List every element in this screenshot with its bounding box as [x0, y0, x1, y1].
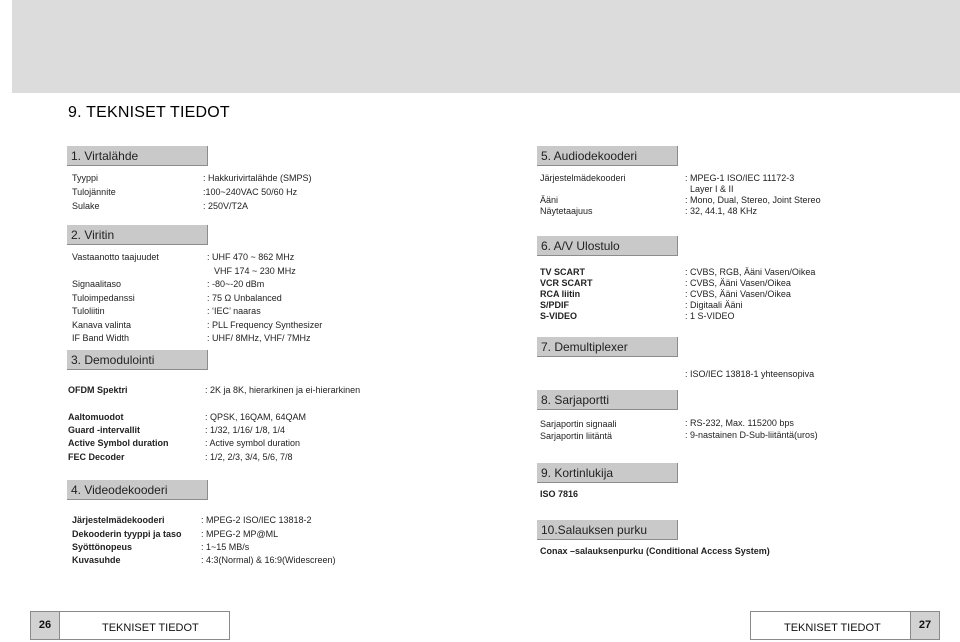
spec-value: : PLL Frequency Synthesizer — [207, 320, 323, 330]
page-title: 9. TEKNISET TIEDOT — [68, 104, 230, 121]
spec-value: : 1/32, 1/16/ 1/8, 1/4 — [205, 425, 286, 435]
section-header-kortinlukija: 9. Kortinlukija — [537, 463, 678, 483]
spec-value: :100~240VAC 50/60 Hz — [203, 187, 298, 197]
spec-value: : UHF 470 ~ 862 MHz — [207, 252, 295, 262]
section-header-av-ulostulo: 6. A/V Ulostulo — [537, 236, 678, 256]
spec-value: : 1/2, 2/3, 3/4, 5/6, 7/8 — [205, 452, 293, 462]
spec-label: Signaalitaso — [72, 279, 122, 289]
spec-value: : 250V/T2A — [203, 201, 249, 211]
spec-value: : 1~15 MB/s — [201, 542, 250, 552]
spec-value: : RS-232, Max. 115200 bps — [685, 418, 794, 428]
spec-label: TV SCART — [540, 267, 585, 277]
spec-label: Tuloimpedanssi — [72, 293, 135, 303]
footer-left-title: TEKNISET TIEDOT — [102, 622, 199, 634]
spec-label: Tuloliitin — [72, 306, 105, 316]
spec-value: : ISO/IEC 13818-1 yhteensopiva — [685, 369, 815, 379]
spec-value: : Mono, Dual, Stereo, Joint Stereo — [685, 195, 821, 205]
spec-value: : 2K ja 8K, hierarkinen ja ei-hierarkinen — [205, 385, 361, 395]
spec-label: Guard -intervallit — [68, 425, 141, 435]
spec-value: : QPSK, 16QAM, 64QAM — [205, 412, 307, 422]
spec-value: : CVBS, Ääni Vasen/Oikea — [685, 289, 791, 299]
spec-label: IF Band Width — [72, 333, 130, 343]
spec-value: : UHF/ 8MHz, VHF/ 7MHz — [207, 333, 311, 343]
footer-right-title: TEKNISET TIEDOT — [784, 622, 881, 634]
spec-value: : MPEG-2 MP@ML — [201, 529, 279, 539]
spec-label: S-VIDEO — [540, 311, 578, 321]
page-number-right: 27 — [910, 611, 940, 640]
spec-value: Conax –salauksenpurku (Conditional Access System) — [540, 546, 770, 556]
spec-value: : 1 S-VIDEO — [685, 311, 735, 321]
spec-value: : ‘IEC’ naaras — [207, 306, 261, 316]
spec-label: S/PDIF — [540, 300, 570, 310]
spec-label: Syöttönopeus — [72, 542, 132, 552]
spec-label: Dekooderin tyyppi ja taso — [72, 529, 182, 539]
spec-label: OFDM Spektri — [68, 385, 128, 395]
section-header-demodulointi: 3. Demodulointi — [67, 350, 208, 370]
spec-label: Järjestelmädekooderi — [72, 515, 165, 525]
spec-label: Sarjaportin signaali — [540, 419, 617, 429]
spec-value: : Digitaali Ääni — [685, 300, 743, 310]
spec-value: : MPEG-1 ISO/IEC 11172-3 — [685, 173, 795, 183]
section-header-virtalahde: 1. Virtalähde — [67, 146, 208, 166]
spec-label: Vastaanotto taajuudet — [72, 252, 159, 262]
spec-value: : CVBS, Ääni Vasen/Oikea — [685, 278, 791, 288]
spec-value: : Active symbol duration — [205, 438, 301, 448]
spec-value: : -80~-20 dBm — [207, 279, 265, 289]
spec-label: RCA liitin — [540, 289, 581, 299]
spec-label: Järjestelmädekooderi — [540, 173, 626, 183]
spec-label: Kuvasuhde — [72, 555, 121, 565]
spec-label: Sulake — [72, 201, 100, 211]
spec-label: Tyyppi — [72, 173, 99, 183]
spec-label: VCR SCART — [540, 278, 593, 288]
spec-value: : 9-nastainen D-Sub-liitäntä(uros) — [685, 430, 818, 440]
section-header-audiodekooderi: 5. Audiodekooderi — [537, 146, 678, 166]
spec-value: : CVBS, RGB, Ääni Vasen/Oikea — [685, 267, 816, 277]
spec-label: Aaltomuodot — [68, 412, 124, 422]
spec-value: : 4:3(Normal) & 16:9(Widescreen) — [201, 555, 336, 565]
spec-value: : MPEG-2 ISO/IEC 13818-2 — [201, 515, 312, 525]
section-header-demultiplexer: 7. Demultiplexer — [537, 337, 678, 357]
section-header-sarjaportti: 8. Sarjaportti — [537, 390, 678, 410]
spec-label: Ääni — [540, 195, 559, 205]
spec-value: VHF 174 ~ 230 MHz — [214, 266, 296, 276]
section-header-videodekooderi: 4. Videodekooderi — [67, 480, 208, 500]
spec-value: : Hakkurivirtalähde (SMPS) — [203, 173, 312, 183]
section-header-salauksen-purku: 10.Salauksen purku — [537, 520, 678, 540]
spec-value: : 32, 44.1, 48 KHz — [685, 206, 758, 216]
spec-label: FEC Decoder — [68, 452, 125, 462]
spec-label: Active Symbol duration — [68, 438, 169, 448]
spec-value: : 75 Ω Unbalanced — [207, 293, 282, 303]
page-number-left: 26 — [30, 611, 60, 640]
section-header-viritin: 2. Viritin — [67, 225, 208, 245]
top-banner — [12, 0, 960, 93]
spec-label: Kanava valinta — [72, 320, 132, 330]
spec-label: Näytetaajuus — [540, 206, 593, 216]
spec-value: ISO 7816 — [540, 489, 579, 499]
spec-label: Tulojännite — [72, 187, 116, 197]
spec-label: Sarjaportin liitäntä — [540, 431, 613, 441]
spec-value: Layer I & II — [690, 184, 734, 194]
